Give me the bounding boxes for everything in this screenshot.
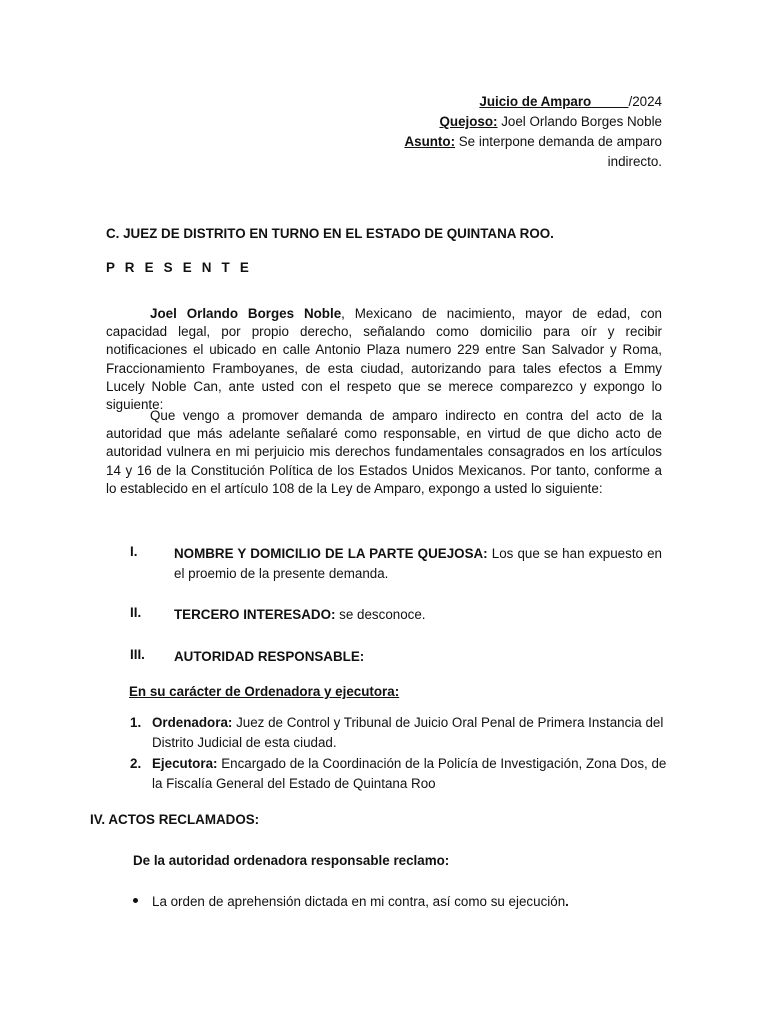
section-2-text: se desconoce. — [335, 607, 426, 622]
authority-item-1 — [130, 713, 670, 753]
section-3 — [130, 647, 662, 667]
complainant-line — [380, 112, 662, 132]
authority-item-1-text: Juez de Control y Tribunal de Juicio Oral Penal de Primera Instancia del Distrito Judicial de esta ciudad. — [152, 715, 664, 750]
section-2-number: II. — [130, 605, 142, 620]
bullet-text: La orden de aprehensión dictada en mi contra, así como su ejecución — [152, 894, 566, 909]
addressee: C. JUEZ DE DISTRITO EN TURNO EN EL ESTADO DE QUINTANA ROO. — [106, 226, 554, 241]
section-3-body — [174, 647, 662, 667]
subject-text: Se interpone demanda de amparo — [455, 134, 662, 149]
case-header — [380, 92, 662, 172]
case-label: Juicio de Amparo — [479, 94, 592, 109]
intro-text: , Mexicano de nacimiento, mayor de edad, con capacidad legal, por propio derecho, señalando como domicilio para oír y recibir notificaciones el ubicado en calle Antonio Plaza numero 229 entre San Salvador y Roma, Fraccionamiento Framboyanes, de esta ciudad, autorizando para tales efectos a Emmy Lucely Noble Can, ante usted con el respeto que se merece comparezco y expongo lo siguiente: — [106, 306, 662, 413]
section-1-number: I. — [130, 544, 138, 559]
section-4-subheading: De la autoridad ordenadora responsable reclamo: — [133, 853, 450, 868]
section-1-text: Los que se han expuesto en el proemio de la presente demanda. — [174, 546, 662, 581]
authority-item-2-text: Encargado de la Coordinación de la Policía de Investigación, Zona Dos, de la Fiscalía General del Estado de Quintana Roo — [152, 756, 667, 791]
subject-label: Asunto: — [404, 134, 456, 149]
section-2-body — [174, 605, 662, 625]
section-3-number: III. — [130, 647, 145, 662]
authority-item-1-body — [152, 713, 670, 753]
complainant-name-bold: Joel Orlando Borges Noble — [150, 306, 342, 321]
section-2-label: TERCERO INTERESADO: — [174, 607, 336, 622]
complainant-label: Quejoso: — [439, 114, 498, 129]
authority-item-1-number: 1. — [130, 715, 142, 730]
authority-item-2-body — [152, 754, 670, 794]
purpose-paragraph — [106, 407, 662, 498]
case-number-blank: _____ — [591, 94, 629, 109]
purpose-text: Que vengo a promover demanda de amparo indirecto en contra del acto de la autoridad que más adelante señalaré como responsable, en virtud de que dicho acto de autoridad vulnera en mi perjuicio mis derechos fundamentales consagrados en los artículos 14 y 16 de la Constitución Política de los Estados Unidos Mexicanos. Por tanto, conforme a lo establecido en el artículo 108 de la Ley de Amparo, expongo a usted lo siguiente: — [106, 408, 662, 496]
bullet-icon — [133, 898, 138, 903]
authority-item-2-number: 2. — [130, 756, 142, 771]
presente-heading: P R E S E N T E — [106, 260, 252, 275]
section-1-label: NOMBRE Y DOMICILIO DE LA PARTE QUEJOSA: — [174, 546, 488, 561]
authority-role-heading: En su carácter de Ordenadora y ejecutora: — [129, 684, 400, 699]
authority-item-1-label: Ordenadora: — [152, 715, 233, 730]
case-number-line — [380, 92, 662, 112]
bullet-end: . — [565, 894, 569, 909]
subject-text-continued: indirecto. — [607, 154, 662, 169]
intro-paragraph — [106, 305, 662, 414]
subject-line — [380, 132, 662, 152]
section-1 — [130, 544, 662, 584]
complainant-name: Joel Orlando Borges Noble — [497, 114, 662, 129]
bullet-item — [133, 894, 569, 909]
section-1-body — [174, 544, 662, 584]
section-4-heading: IV. ACTOS RECLAMADOS: — [90, 812, 260, 827]
section-2 — [130, 605, 662, 625]
case-year: /2024 — [628, 94, 662, 109]
section-3-label: AUTORIDAD RESPONSABLE: — [174, 649, 365, 664]
authority-item-2-label: Ejecutora: — [152, 756, 218, 771]
authority-item-2 — [130, 754, 670, 794]
